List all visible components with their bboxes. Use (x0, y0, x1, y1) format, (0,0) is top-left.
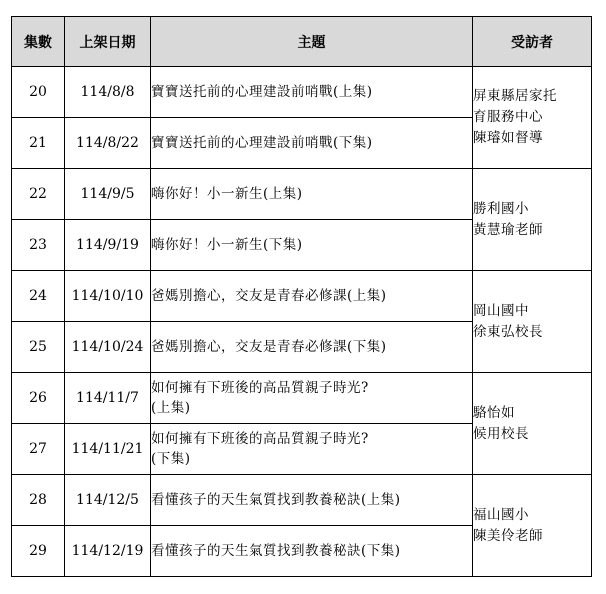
guest-line: 黃慧瑜老師 (473, 221, 543, 238)
release-date: 114/12/5 (65, 475, 151, 526)
topic-line: 如何擁有下班後的高品質親子時光? (151, 380, 369, 396)
guest-cell (473, 67, 592, 169)
episode-schedule-table (11, 16, 592, 577)
episode-topic (151, 475, 473, 526)
episode-number: 22 (12, 169, 65, 220)
guest-cell (473, 271, 592, 373)
topic-line: 嗨你好！小一新生(上集) (151, 186, 303, 202)
guest-line: 駱怡如 (473, 404, 515, 421)
episode-topic (151, 220, 473, 271)
guest-line: 徐東弘校長 (473, 323, 543, 340)
release-date: 114/10/24 (65, 322, 151, 373)
episode-topic (151, 424, 473, 475)
release-date: 114/9/5 (65, 169, 151, 220)
guest-cell (473, 475, 592, 577)
episode-topic (151, 526, 473, 577)
topic-line: 看懂孩子的天生氣質找到教養秘訣(下集) (151, 543, 401, 559)
topic-line: (上集) (151, 400, 191, 416)
episode-topic (151, 322, 473, 373)
header-topic: 主題 (151, 17, 473, 67)
episode-number: 25 (12, 322, 65, 373)
guest-line: 岡山國中 (473, 302, 529, 319)
header-episode: 集數 (12, 17, 65, 67)
episode-number: 24 (12, 271, 65, 322)
episode-number: 21 (12, 118, 65, 169)
header-guest: 受訪者 (473, 17, 592, 67)
episode-number: 27 (12, 424, 65, 475)
topic-line: 寶寶送托前的心理建設前哨戰(下集) (151, 135, 373, 151)
table-row (12, 475, 592, 526)
episode-topic (151, 118, 473, 169)
topic-line: 寶寶送托前的心理建設前哨戰(上集) (151, 84, 373, 100)
episode-topic (151, 271, 473, 322)
episode-topic (151, 67, 473, 118)
guest-line: 陳璿如督導 (473, 130, 543, 146)
topic-line: 爸媽別擔心，交友是青春必修課(上集) (151, 288, 387, 304)
header-date: 上架日期 (65, 17, 151, 67)
guest-line: 育服務中心 (473, 109, 543, 125)
table-row (12, 67, 592, 118)
episode-number: 23 (12, 220, 65, 271)
episode-topic (151, 169, 473, 220)
episode-topic (151, 373, 473, 424)
header-row (12, 17, 592, 67)
release-date: 114/8/22 (65, 118, 151, 169)
table-row (12, 271, 592, 322)
table-row (12, 373, 592, 424)
topic-line: 如何擁有下班後的高品質親子時光? (151, 431, 369, 447)
guest-line: 陳美伶老師 (473, 527, 543, 544)
episode-number: 26 (12, 373, 65, 424)
release-date: 114/9/19 (65, 220, 151, 271)
topic-line: 嗨你好！小一新生(下集) (151, 237, 303, 253)
guest-cell (473, 373, 592, 475)
release-date: 114/11/7 (65, 373, 151, 424)
episode-number: 20 (12, 67, 65, 118)
guest-line: 候用校長 (473, 425, 529, 442)
episode-number: 28 (12, 475, 65, 526)
release-date: 114/8/8 (65, 67, 151, 118)
guest-line: 屏東縣居家托 (473, 88, 557, 104)
episode-number: 29 (12, 526, 65, 577)
release-date: 114/10/10 (65, 271, 151, 322)
guest-cell (473, 169, 592, 271)
guest-line: 福山國小 (473, 506, 529, 523)
topic-line: 看懂孩子的天生氣質找到教養秘訣(上集) (151, 492, 401, 508)
topic-line: 爸媽別擔心，交友是青春必修課(下集) (151, 339, 387, 355)
guest-line: 勝利國小 (473, 200, 529, 217)
table-row (12, 169, 592, 220)
release-date: 114/12/19 (65, 526, 151, 577)
release-date: 114/11/21 (65, 424, 151, 475)
topic-line: (下集) (151, 451, 191, 467)
